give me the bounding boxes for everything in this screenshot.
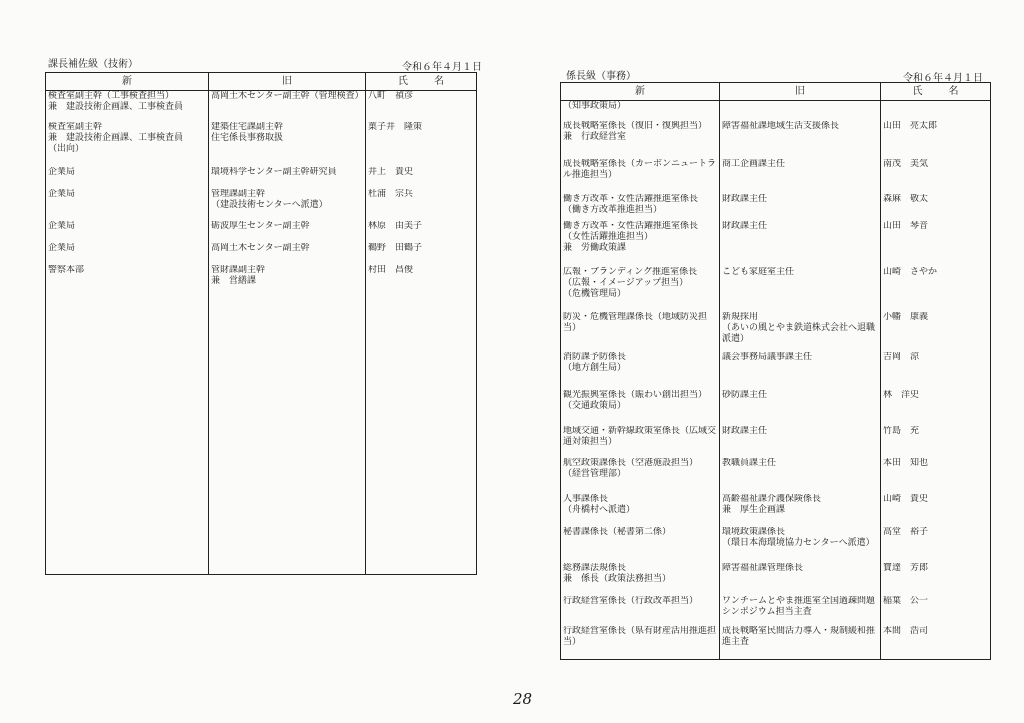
column-name: 氏 名 bbox=[881, 83, 991, 101]
person-name-cell: 林原 由美子 bbox=[366, 221, 477, 243]
table-row bbox=[46, 265, 477, 575]
old-position-cell: 財政課主任 bbox=[720, 194, 881, 221]
old-position-cell: 高岡土木センター副主幹 bbox=[209, 243, 366, 265]
person-name-cell: 寶達 芳郎 bbox=[881, 563, 991, 596]
table-row bbox=[561, 626, 991, 660]
new-position-cell: 検査室副主幹 兼 建設技術企画課、工事検査員 （出向） bbox=[46, 122, 209, 167]
new-position-cell: 人事課係長 （舟橋村へ派遣） bbox=[561, 494, 720, 527]
table-row bbox=[46, 91, 477, 122]
old-position-cell: 商工企画課主任 bbox=[720, 159, 881, 194]
person-name-cell: 吉岡 涼 bbox=[881, 352, 991, 390]
new-position-cell: 検査室副主幹（工事検査担当） 兼 建設技術企画課、工事検査員 bbox=[46, 91, 209, 122]
page-number: 28 bbox=[513, 690, 533, 708]
table-row bbox=[46, 122, 477, 167]
person-name-cell bbox=[881, 101, 991, 121]
new-position-cell: 警察本部 bbox=[46, 265, 209, 575]
person-name-cell: 小幡 康義 bbox=[881, 312, 991, 352]
table-header-row bbox=[561, 83, 991, 101]
left-section-title: 課長補佐級（技術） bbox=[48, 59, 138, 70]
table-row bbox=[46, 189, 477, 221]
new-position-cell: 行政経営室係長（行政改革担当） bbox=[561, 596, 720, 626]
person-name-cell: 村田 昌俊 bbox=[366, 265, 477, 575]
person-name-cell: 八町 禎彦 bbox=[366, 91, 477, 122]
right-date: 令和６年４月１日 bbox=[903, 73, 983, 84]
new-position-cell: 観光振興室係長（賑わい創出担当） （交通政策局） bbox=[561, 390, 720, 426]
table-row bbox=[561, 267, 991, 312]
column-old: 旧 bbox=[209, 73, 366, 91]
table-row bbox=[561, 390, 991, 426]
new-position-cell: 行政経営室係長（県有財産活用推進担当） bbox=[561, 626, 720, 660]
old-position-cell: 議会事務局議事課主任 bbox=[720, 352, 881, 390]
column-new: 新 bbox=[46, 73, 209, 91]
column-old: 旧 bbox=[720, 83, 881, 101]
old-position-cell: 新規採用 （あいの風とやま鉄道株式会社へ退職派遣） bbox=[720, 312, 881, 352]
table-row bbox=[561, 221, 991, 267]
new-position-cell: 企業局 bbox=[46, 221, 209, 243]
table-row bbox=[561, 159, 991, 194]
new-position-cell: 広報・ブランディング推進室係長 （広報・イメージアップ担当） （危機管理局） bbox=[561, 267, 720, 312]
person-name-cell: 山崎 貴史 bbox=[881, 494, 991, 527]
new-position-cell: 働き方改革・女性活躍推進室係長 （女性活躍推進担当） 兼 労働政策課 bbox=[561, 221, 720, 267]
new-position-cell: 企業局 bbox=[46, 189, 209, 221]
column-new: 新 bbox=[561, 83, 720, 101]
old-position-cell: こども家庭室主任 bbox=[720, 267, 881, 312]
person-name-cell: 杜浦 宗兵 bbox=[366, 189, 477, 221]
old-position-cell: 財政課主任 bbox=[720, 221, 881, 267]
old-position-cell: 高齢福祉課介護保険係長 兼 厚生企画課 bbox=[720, 494, 881, 527]
person-name-cell: 稲葉 公一 bbox=[881, 596, 991, 626]
table-row bbox=[561, 596, 991, 626]
table-row bbox=[561, 527, 991, 563]
person-name-cell: 菓子井 隆策 bbox=[366, 122, 477, 167]
new-position-cell: 成長戦略室係長（復旧・復興担当） 兼 行政経営室 bbox=[561, 121, 720, 159]
table-row bbox=[561, 494, 991, 527]
new-position-cell: 地域交通・新幹線政策室係長（広域交通対策担当） bbox=[561, 426, 720, 458]
old-position-cell: 管理課副主幹 （建設技術センターへ派遣） bbox=[209, 189, 366, 221]
person-name-cell: 山田 亮太郎 bbox=[881, 121, 991, 159]
table-row bbox=[561, 194, 991, 221]
old-position-cell: 障害福祉課管理係長 bbox=[720, 563, 881, 596]
old-position-cell: 砂防課主任 bbox=[720, 390, 881, 426]
column-name: 氏 名 bbox=[366, 73, 477, 91]
old-position-cell: 高岡土木センター副主幹（管理検査） bbox=[209, 91, 366, 122]
person-name-cell: 本間 浩司 bbox=[881, 626, 991, 660]
table-header-row bbox=[46, 73, 477, 91]
new-position-cell: 企業局 bbox=[46, 167, 209, 189]
old-position-cell: 管財課副主幹 兼 営繕課 bbox=[209, 265, 366, 575]
table-row bbox=[46, 167, 477, 189]
person-name-cell: 山崎 さやか bbox=[881, 267, 991, 312]
new-position-cell: 消防課予防係長 （地方創生局） bbox=[561, 352, 720, 390]
left-personnel-table bbox=[45, 72, 477, 575]
table-row bbox=[561, 101, 991, 121]
new-position-cell: （知事政策局） bbox=[561, 101, 720, 121]
new-position-cell: 働き方改革・女性活躍推進室係長 （働き方改革推進担当） bbox=[561, 194, 720, 221]
table-row bbox=[46, 221, 477, 243]
old-position-cell: 砺波厚生センター副主幹 bbox=[209, 221, 366, 243]
old-position-cell bbox=[720, 101, 881, 121]
person-name-cell: 竹島 充 bbox=[881, 426, 991, 458]
table-row bbox=[561, 312, 991, 352]
table-row bbox=[561, 426, 991, 458]
old-position-cell: 財政課主任 bbox=[720, 426, 881, 458]
new-position-cell: 航空政策課係長（空港施設担当） （経営管理部） bbox=[561, 458, 720, 494]
person-name-cell: 鵜野 田鶴子 bbox=[366, 243, 477, 265]
person-name-cell: 高堂 裕子 bbox=[881, 527, 991, 563]
table-row bbox=[46, 243, 477, 265]
right-personnel-table bbox=[560, 82, 991, 660]
person-name-cell: 本田 知也 bbox=[881, 458, 991, 494]
table-row bbox=[561, 121, 991, 159]
left-date: 令和６年４月１日 bbox=[402, 62, 482, 73]
new-position-cell: 成長戦略室係長（カーボンニュートラル推進担当） bbox=[561, 159, 720, 194]
old-position-cell: 環境政策課係長 （環日本海環境協力センターへ派遣） bbox=[720, 527, 881, 563]
person-name-cell: 森麻 敬太 bbox=[881, 194, 991, 221]
old-position-cell: 障害福祉課地域生活支援係長 bbox=[720, 121, 881, 159]
new-position-cell: 総務課法規係長 兼 係長（政策法務担当） bbox=[561, 563, 720, 596]
person-name-cell: 南茂 美気 bbox=[881, 159, 991, 194]
old-position-cell: 建築住宅課副主幹 住宅係長事務取扱 bbox=[209, 122, 366, 167]
old-position-cell: ワンチームとやま推進室全国過疎問題シンポジウム担当主査 bbox=[720, 596, 881, 626]
old-position-cell: 環境科学センター副主幹研究員 bbox=[209, 167, 366, 189]
person-name-cell: 井上 貴史 bbox=[366, 167, 477, 189]
new-position-cell: 秘書課係長（秘書第二係） bbox=[561, 527, 720, 563]
old-position-cell: 成長戦略室民間活力導入・規制緩和推進主査 bbox=[720, 626, 881, 660]
table-row bbox=[561, 458, 991, 494]
new-position-cell: 企業局 bbox=[46, 243, 209, 265]
person-name-cell: 山田 琴音 bbox=[881, 221, 991, 267]
new-position-cell: 防災・危機管理課係長（地域防災担当） bbox=[561, 312, 720, 352]
table-row bbox=[561, 352, 991, 390]
right-section-title: 係長級（事務） bbox=[566, 71, 636, 82]
table-row bbox=[561, 563, 991, 596]
old-position-cell: 教職員課主任 bbox=[720, 458, 881, 494]
person-name-cell: 林 洋史 bbox=[881, 390, 991, 426]
